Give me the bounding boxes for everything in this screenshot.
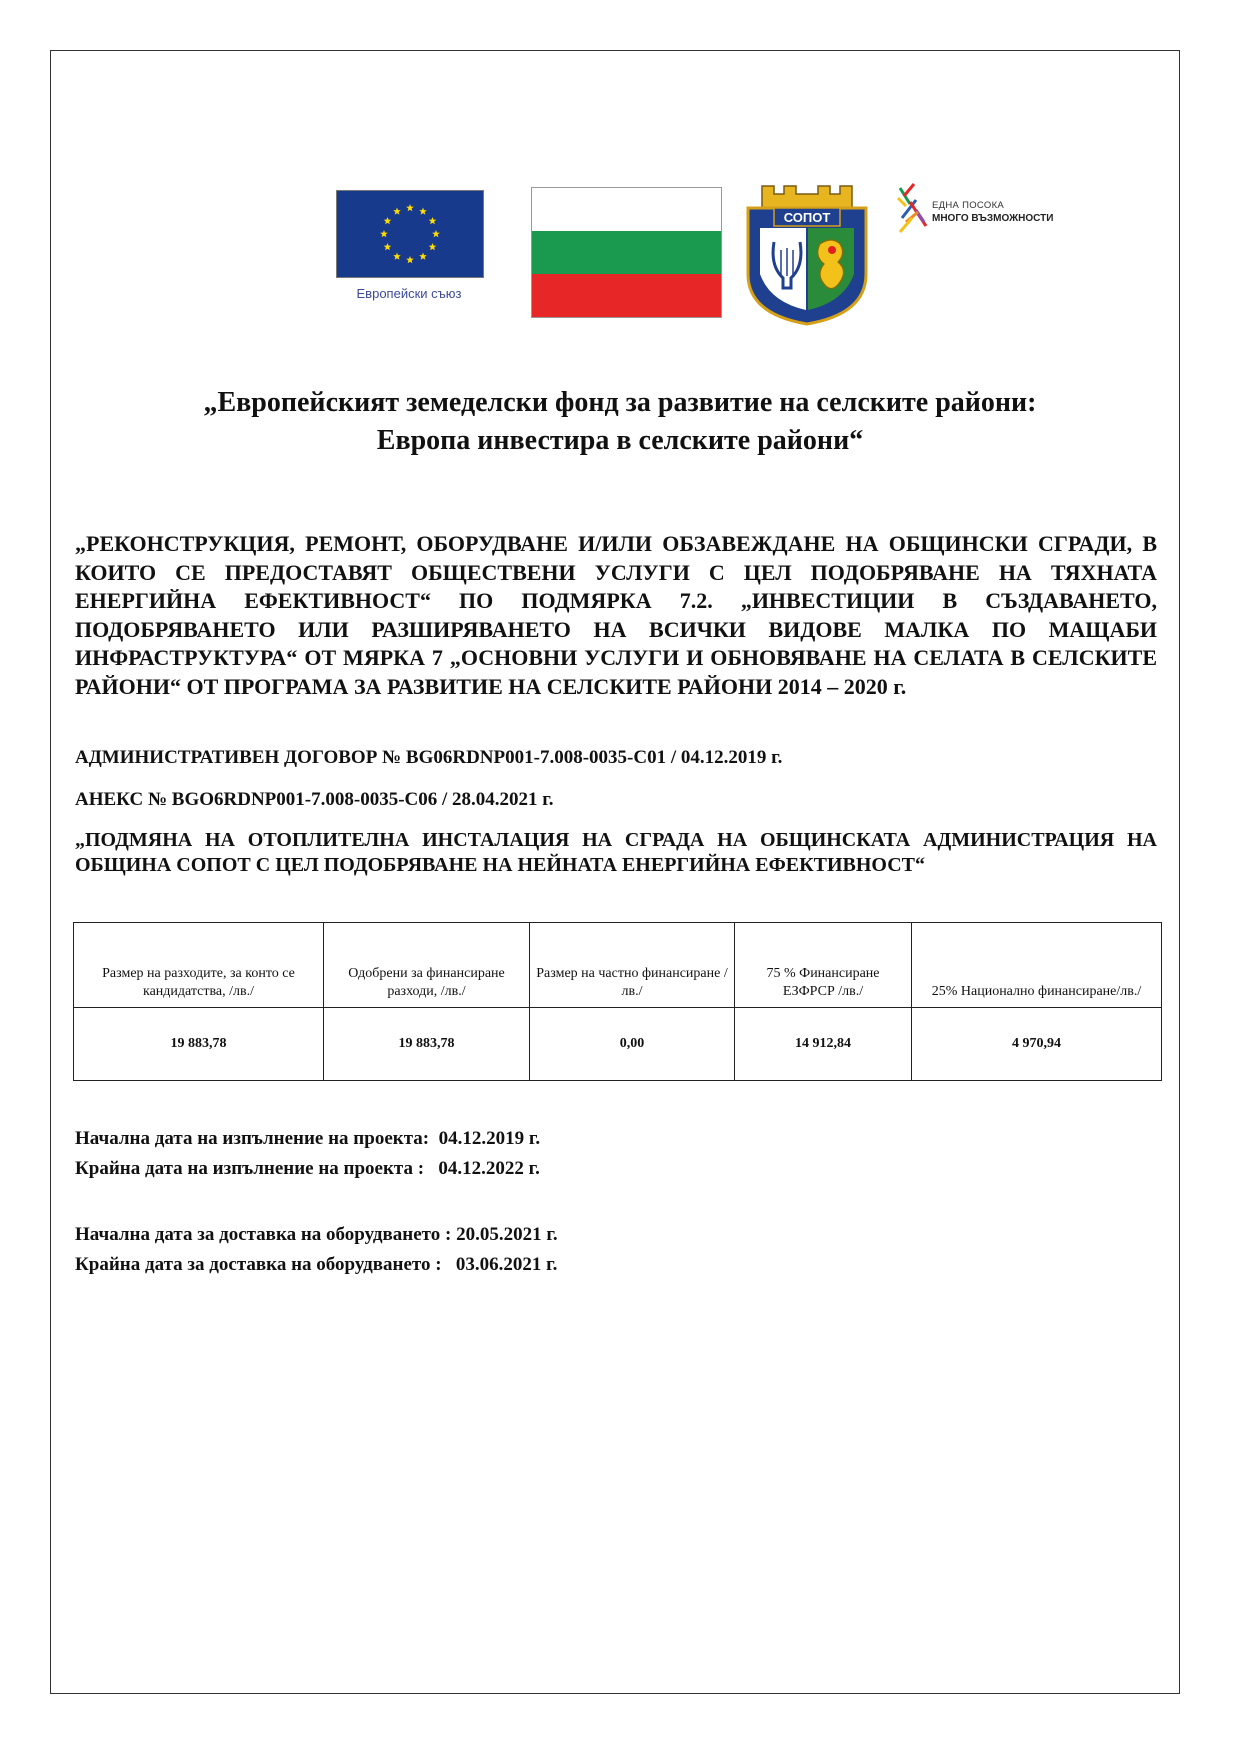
project-end-date: Крайна дата на изпълнение на проекта : 04.12.2022 г. (75, 1158, 540, 1179)
delivery-dates (75, 1220, 1075, 1280)
delivery-end-date: Крайна дата за доставка на оборудването : 03.06.2021 г. (75, 1254, 558, 1275)
eu-star-icon (384, 217, 392, 224)
eu-star-icon (429, 217, 437, 224)
table-header-cell: 75 % Финансиране ЕЗФРСР /лв./ (735, 923, 912, 1008)
eu-star-icon (384, 243, 392, 250)
eu-logo (336, 190, 484, 308)
eu-star-icon (429, 243, 437, 250)
project-description: „РЕКОНСТРУКЦИЯ, РЕМОНТ, ОБОРУДВАНЕ И/ИЛИ ОБЗАВЕЖДАНЕ НА ОБЩИНСКИ СГРАДИ, В КОИТО СЕ ПРЕДОСТАВЯТ ОБЩЕСТВЕНИ УСЛУГИ С ЦЕЛ ПОДОБРЯВАНЕ НА ТЯХНАТА ЕНЕРГИЙНА ЕФЕКТИВНОСТ“ ПО ПОДМЯРКА 7.2. „ИНВЕСТИЦИИ В СЪЗДАВАНЕТО, ПОДОБРЯВАНЕТО ИЛИ РАЗШИРЯВАНЕТО НА ВСИЧКИ ВИДОВЕ МАЛКА ПО МАЩАБИ ИНФРАСТРУКТУРА“ ОТ МЯРКА 7 „ОСНОВНИ УСЛУГИ И ОБНОВЯВАНЕ НА СЕЛАТА В СЕЛСКИТЕ РАЙОНИ“ ОТ ПРОГРАМА ЗА РАЗВИТИЕ НА СЕЛСКИТЕ РАЙОНИ 2014 – 2020 г. (75, 531, 1157, 699)
table-header-cell: Размер на разходите, за конто се кандидатства, /лв./ (74, 923, 324, 1008)
eu-star-icon (419, 253, 427, 260)
table-header-cell: Одобрени за финансиране разходи, /лв./ (324, 923, 530, 1008)
table-header-cell: Размер на частно финансиране /лв./ (530, 923, 735, 1008)
delivery-start-date: Начална дата за доставка на оборудването : 20.05.2021 г. (75, 1224, 558, 1245)
bulgarian-flag-icon (531, 187, 722, 318)
sopot-banner-text: СОПОТ (783, 210, 831, 225)
eu-star-icon (393, 207, 401, 214)
table-header-row (74, 923, 1162, 1008)
financing-table (73, 922, 1162, 1081)
eu-star-icon (432, 230, 440, 237)
eu-flag-icon (336, 190, 484, 278)
eu-star-icon (406, 256, 414, 263)
table-cell: 4 970,94 (912, 1008, 1162, 1081)
pr-slogan-line2: МНОГО ВЪЗМОЖНОСТИ (932, 213, 1054, 224)
table-cell: 14 912,84 (735, 1008, 912, 1081)
one-direction-logo (896, 182, 1096, 246)
project-start-date: Начална дата на изпълнение на проекта: 04.12.2019 г. (75, 1128, 541, 1149)
table-header-cell: 25% Национално финансиране/лв./ (912, 923, 1162, 1008)
project-subject: „ПОДМЯНА НА ОТОПЛИТЕЛНА ИНСТАЛАЦИЯ НА СГРАДА НА ОБЩИНСКАТА АДМИНИСТРАЦИЯ НА ОБЩИНА СОПОТ С ЦЕЛ ПОДОБРЯВАНЕ НА НЕЙНАТА ЕНЕРГИЙНА ЕФЕКТИВНОСТ“ (75, 829, 1157, 876)
main-title-line2: Европа инвестира в селските райони“ (376, 425, 864, 456)
table-row (74, 1008, 1162, 1081)
annex-number: АНЕКС № BGO6RDNP001-7.008-0035-C06 / 28.04.2021 г. (75, 789, 554, 810)
table-cell: 0,00 (530, 1008, 735, 1081)
table-cell: 19 883,78 (324, 1008, 530, 1081)
eu-caption: Европейски съюз (356, 286, 462, 301)
eu-star-icon (419, 207, 427, 214)
eu-star-icon (380, 230, 388, 237)
main-title (70, 384, 1170, 460)
eu-star-icon (393, 253, 401, 260)
main-title-line1: „Европейският земеделски фонд за развитие на селските райони: (203, 387, 1037, 418)
contract-number: АДМИНИСТРАТИВЕН ДОГОВОР № BG06RDNP001-7.008-0035-C01 / 04.12.2019 г. (75, 747, 783, 768)
table-cell: 19 883,78 (74, 1008, 324, 1081)
pr-slogan-line1: ЕДНА ПОСОКА (932, 200, 1005, 211)
sopot-coat-of-arms-icon (740, 178, 874, 326)
eu-star-icon (406, 204, 414, 211)
project-dates (75, 1124, 1075, 1184)
